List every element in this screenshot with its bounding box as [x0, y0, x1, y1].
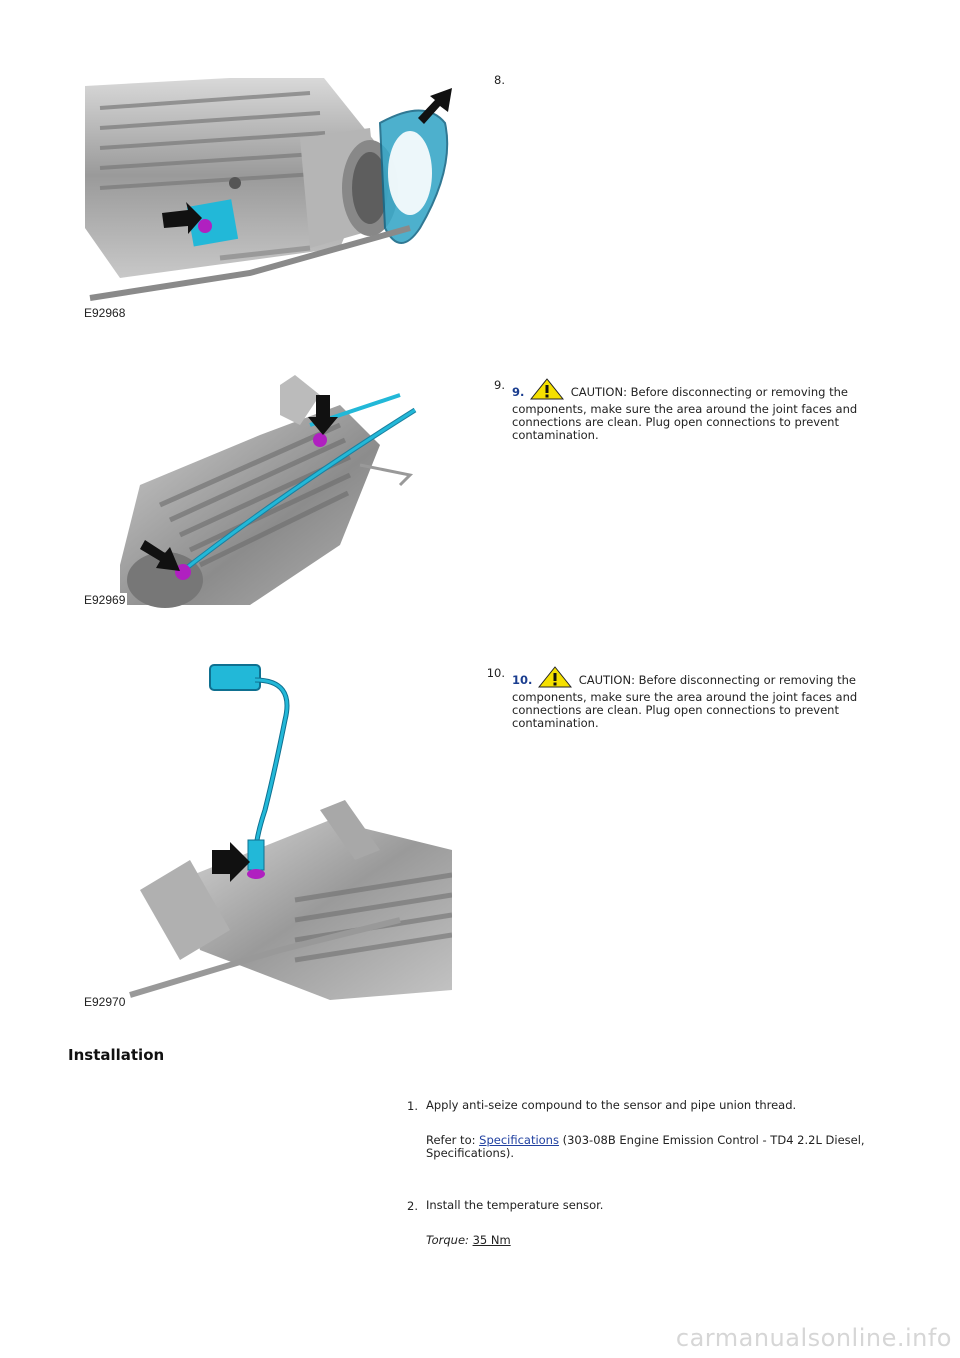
refer-prefix: Refer to:: [426, 1133, 476, 1147]
install-step-2: [426, 1199, 896, 1247]
step-label: 10.: [512, 673, 533, 687]
refer-to: [426, 1134, 896, 1160]
specifications-link[interactable]: Specifications: [479, 1133, 559, 1147]
step-number: 1.: [407, 1099, 418, 1113]
warning-icon: [538, 666, 572, 691]
dpf-pipe-illustration: [80, 365, 452, 608]
install-step-text: Install the temperature sensor.: [426, 1198, 604, 1212]
install-step-text: Apply anti-seize compound to the sensor and pipe union thread.: [426, 1098, 797, 1112]
torque-spec: [426, 1234, 896, 1247]
exhaust-gasket-illustration: [80, 78, 452, 321]
caution-step-10: [512, 666, 892, 730]
refer-suffix: (303-08B Engine Emission Control - TD4 2.2L Diesel, Specifications).: [426, 1133, 865, 1160]
figure-e92968: [80, 78, 452, 321]
step-number: 8.: [494, 73, 505, 87]
watermark: carmanualsonline.info: [675, 1324, 952, 1352]
caution-text: CAUTION: Before disconnecting or removing the components, make sure the area around the joint faces and connections are clean. Plug open connections to prevent contamination.: [512, 673, 858, 730]
caution-step-9: [512, 378, 892, 442]
figure-label: E92970: [84, 995, 126, 1009]
warning-icon: [530, 378, 564, 403]
temperature-sensor-illustration: [80, 650, 452, 1010]
torque-value: 35 Nm: [472, 1233, 511, 1247]
caution-text: CAUTION: Before disconnecting or removing the components, make sure the area around the joint faces and connections are clean. Plug open connections to prevent contamination.: [512, 385, 858, 442]
figure-e92970: [80, 650, 452, 1010]
step-number: 2.: [407, 1199, 418, 1213]
torque-label: Torque:: [426, 1233, 469, 1247]
installation-heading: Installation: [68, 1046, 165, 1064]
figure-e92969: [80, 365, 452, 608]
install-step-1: [426, 1099, 896, 1160]
figure-label: E92968: [84, 306, 126, 320]
step-label: 9.: [512, 385, 525, 399]
step-number: 10.: [486, 666, 505, 680]
step-number: 9.: [494, 378, 505, 392]
figure-label: E92969: [84, 593, 126, 607]
